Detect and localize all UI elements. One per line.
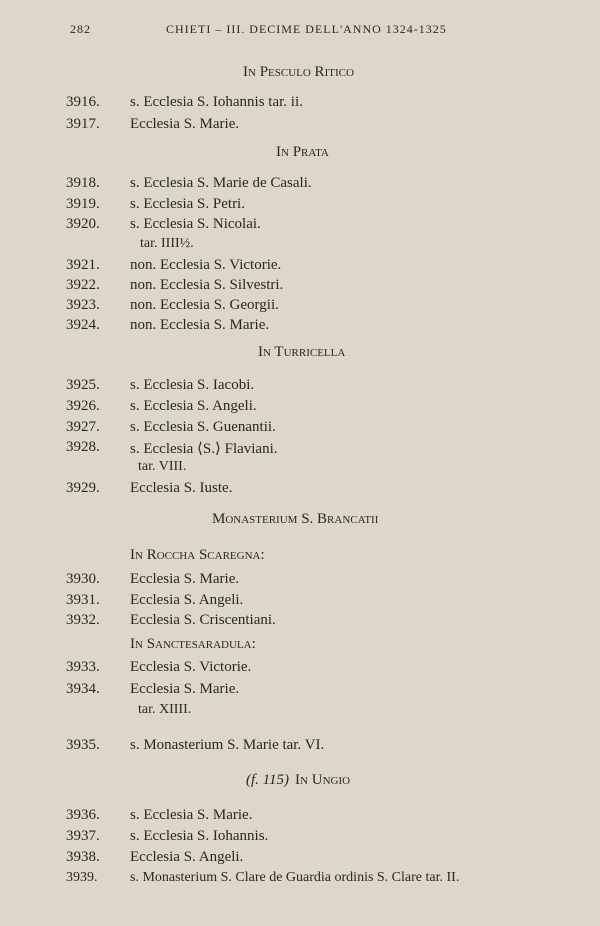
list-item — [0, 828, 600, 848]
list-item — [0, 277, 600, 297]
entry-text: Ecclesia S. Victorie. — [130, 659, 252, 675]
section-heading-text: In Ungio — [295, 772, 351, 788]
entry-text: Ecclesia S. Criscentiani. — [130, 612, 276, 628]
section-heading-prata: In Prata — [276, 144, 329, 160]
list-item — [0, 480, 600, 500]
list-item — [0, 317, 600, 337]
entry-text: s. Monasterium S. Clare de Guardia ordinis S. Clare tar. II. — [130, 870, 460, 885]
entry-number: 3934. — [66, 681, 100, 697]
entry-text: s. Ecclesia S. Marie. — [130, 807, 253, 823]
folio-reference: (f. 115) — [246, 772, 290, 788]
entry-continuation: tar. VIII. — [138, 459, 187, 474]
list-item — [0, 807, 600, 827]
entry-text: non. Ecclesia S. Marie. — [130, 317, 270, 333]
entry-number: 3935. — [66, 737, 100, 753]
entry-text: s. Ecclesia S. Iohannis tar. ii. — [130, 94, 303, 110]
subheading-sanctesaradula: In Sanctesaradula: — [130, 636, 256, 652]
list-item — [0, 94, 600, 114]
entry-continuation: tar. XIIII. — [138, 702, 192, 717]
entry-text: s. Ecclesia S. Angeli. — [130, 398, 257, 414]
entry-number: 3937. — [66, 828, 100, 844]
entry-number: 3917. — [66, 116, 100, 132]
entry-text: Ecclesia S. Marie. — [130, 571, 240, 587]
section-heading-pesculo-ritico: In Pesculo Ritico — [243, 64, 354, 80]
list-item — [0, 659, 600, 679]
entry-text: s. Ecclesia S. Guenantii. — [130, 419, 276, 435]
entry-text: non. Ecclesia S. Georgii. — [130, 297, 279, 313]
entry-text: s. Monasterium S. Marie tar. VI. — [130, 737, 325, 753]
entry-number: 3931. — [66, 592, 100, 608]
subheading-roccha-scaregna: In Roccha Scaregna: — [130, 547, 265, 563]
entry-text: Ecclesia S. Iuste. — [130, 480, 233, 496]
entry-text: Ecclesia S. Marie. — [130, 681, 240, 697]
entry-number: 3922. — [66, 277, 100, 293]
entry-number: 3936. — [66, 807, 100, 823]
list-item — [0, 849, 600, 869]
entry-text: s. Ecclesia S. Marie de Casali. — [130, 175, 312, 191]
entry-number: 3923. — [66, 297, 100, 313]
entry-number: 3918. — [66, 175, 100, 191]
list-item — [0, 612, 600, 632]
page-header — [70, 22, 460, 42]
entry-number: 3921. — [66, 257, 100, 273]
entry-number: 3930. — [66, 571, 100, 587]
list-item — [0, 681, 600, 701]
list-item — [0, 870, 600, 890]
entry-continuation: tar. IIII½. — [140, 236, 194, 251]
list-item — [0, 216, 600, 236]
list-item — [0, 398, 600, 418]
entry-number: 3929. — [66, 480, 100, 496]
entry-text: s. Ecclesia S. Nicolai. — [130, 216, 261, 232]
entry-text: s. Ecclesia S. Petri. — [130, 196, 245, 212]
entry-number: 3924. — [66, 317, 100, 333]
running-title: CHIETI – III. DECIME DELL'ANNO 1324-1325 — [166, 22, 447, 36]
list-item — [0, 175, 600, 195]
entry-text: s. Ecclesia S. Iacobi. — [130, 377, 255, 393]
list-item — [0, 257, 600, 277]
entry-text: non. Ecclesia S. Silvestri. — [130, 277, 284, 293]
entry-number: 3919. — [66, 196, 100, 212]
entry-number: 3928. — [66, 439, 100, 455]
entry-number: 3916. — [66, 94, 100, 110]
list-item — [0, 592, 600, 612]
entry-number: 3939. — [66, 870, 98, 885]
entry-number: 3932. — [66, 612, 100, 628]
list-item — [0, 377, 600, 397]
entry-number: 3927. — [66, 419, 100, 435]
entry-number: 3933. — [66, 659, 100, 675]
page-number: 282 — [70, 22, 91, 36]
list-item — [0, 439, 600, 459]
entry-text: s. Ecclesia ⟨S.⟩ Flaviani. — [130, 441, 278, 457]
entry-text: non. Ecclesia S. Victorie. — [130, 257, 282, 273]
entry-text: Ecclesia S. Angeli. — [130, 592, 244, 608]
entry-text: Ecclesia S. Angeli. — [130, 849, 244, 865]
entry-number: 3926. — [66, 398, 100, 414]
list-item — [0, 116, 600, 136]
entry-number: 3920. — [66, 216, 100, 232]
list-item — [0, 571, 600, 591]
section-heading-turricella: In Turricella — [258, 344, 346, 360]
list-item — [0, 297, 600, 317]
section-heading-monasterium: Monasterium S. Brancatii — [212, 511, 379, 527]
section-heading-ungio — [246, 772, 350, 789]
list-item — [0, 419, 600, 439]
entry-text: Ecclesia S. Marie. — [130, 116, 240, 132]
entry-number: 3925. — [66, 377, 100, 393]
entry-text: s. Ecclesia S. Iohannis. — [130, 828, 269, 844]
entry-number: 3938. — [66, 849, 100, 865]
list-item — [0, 737, 600, 757]
list-item — [0, 196, 600, 216]
